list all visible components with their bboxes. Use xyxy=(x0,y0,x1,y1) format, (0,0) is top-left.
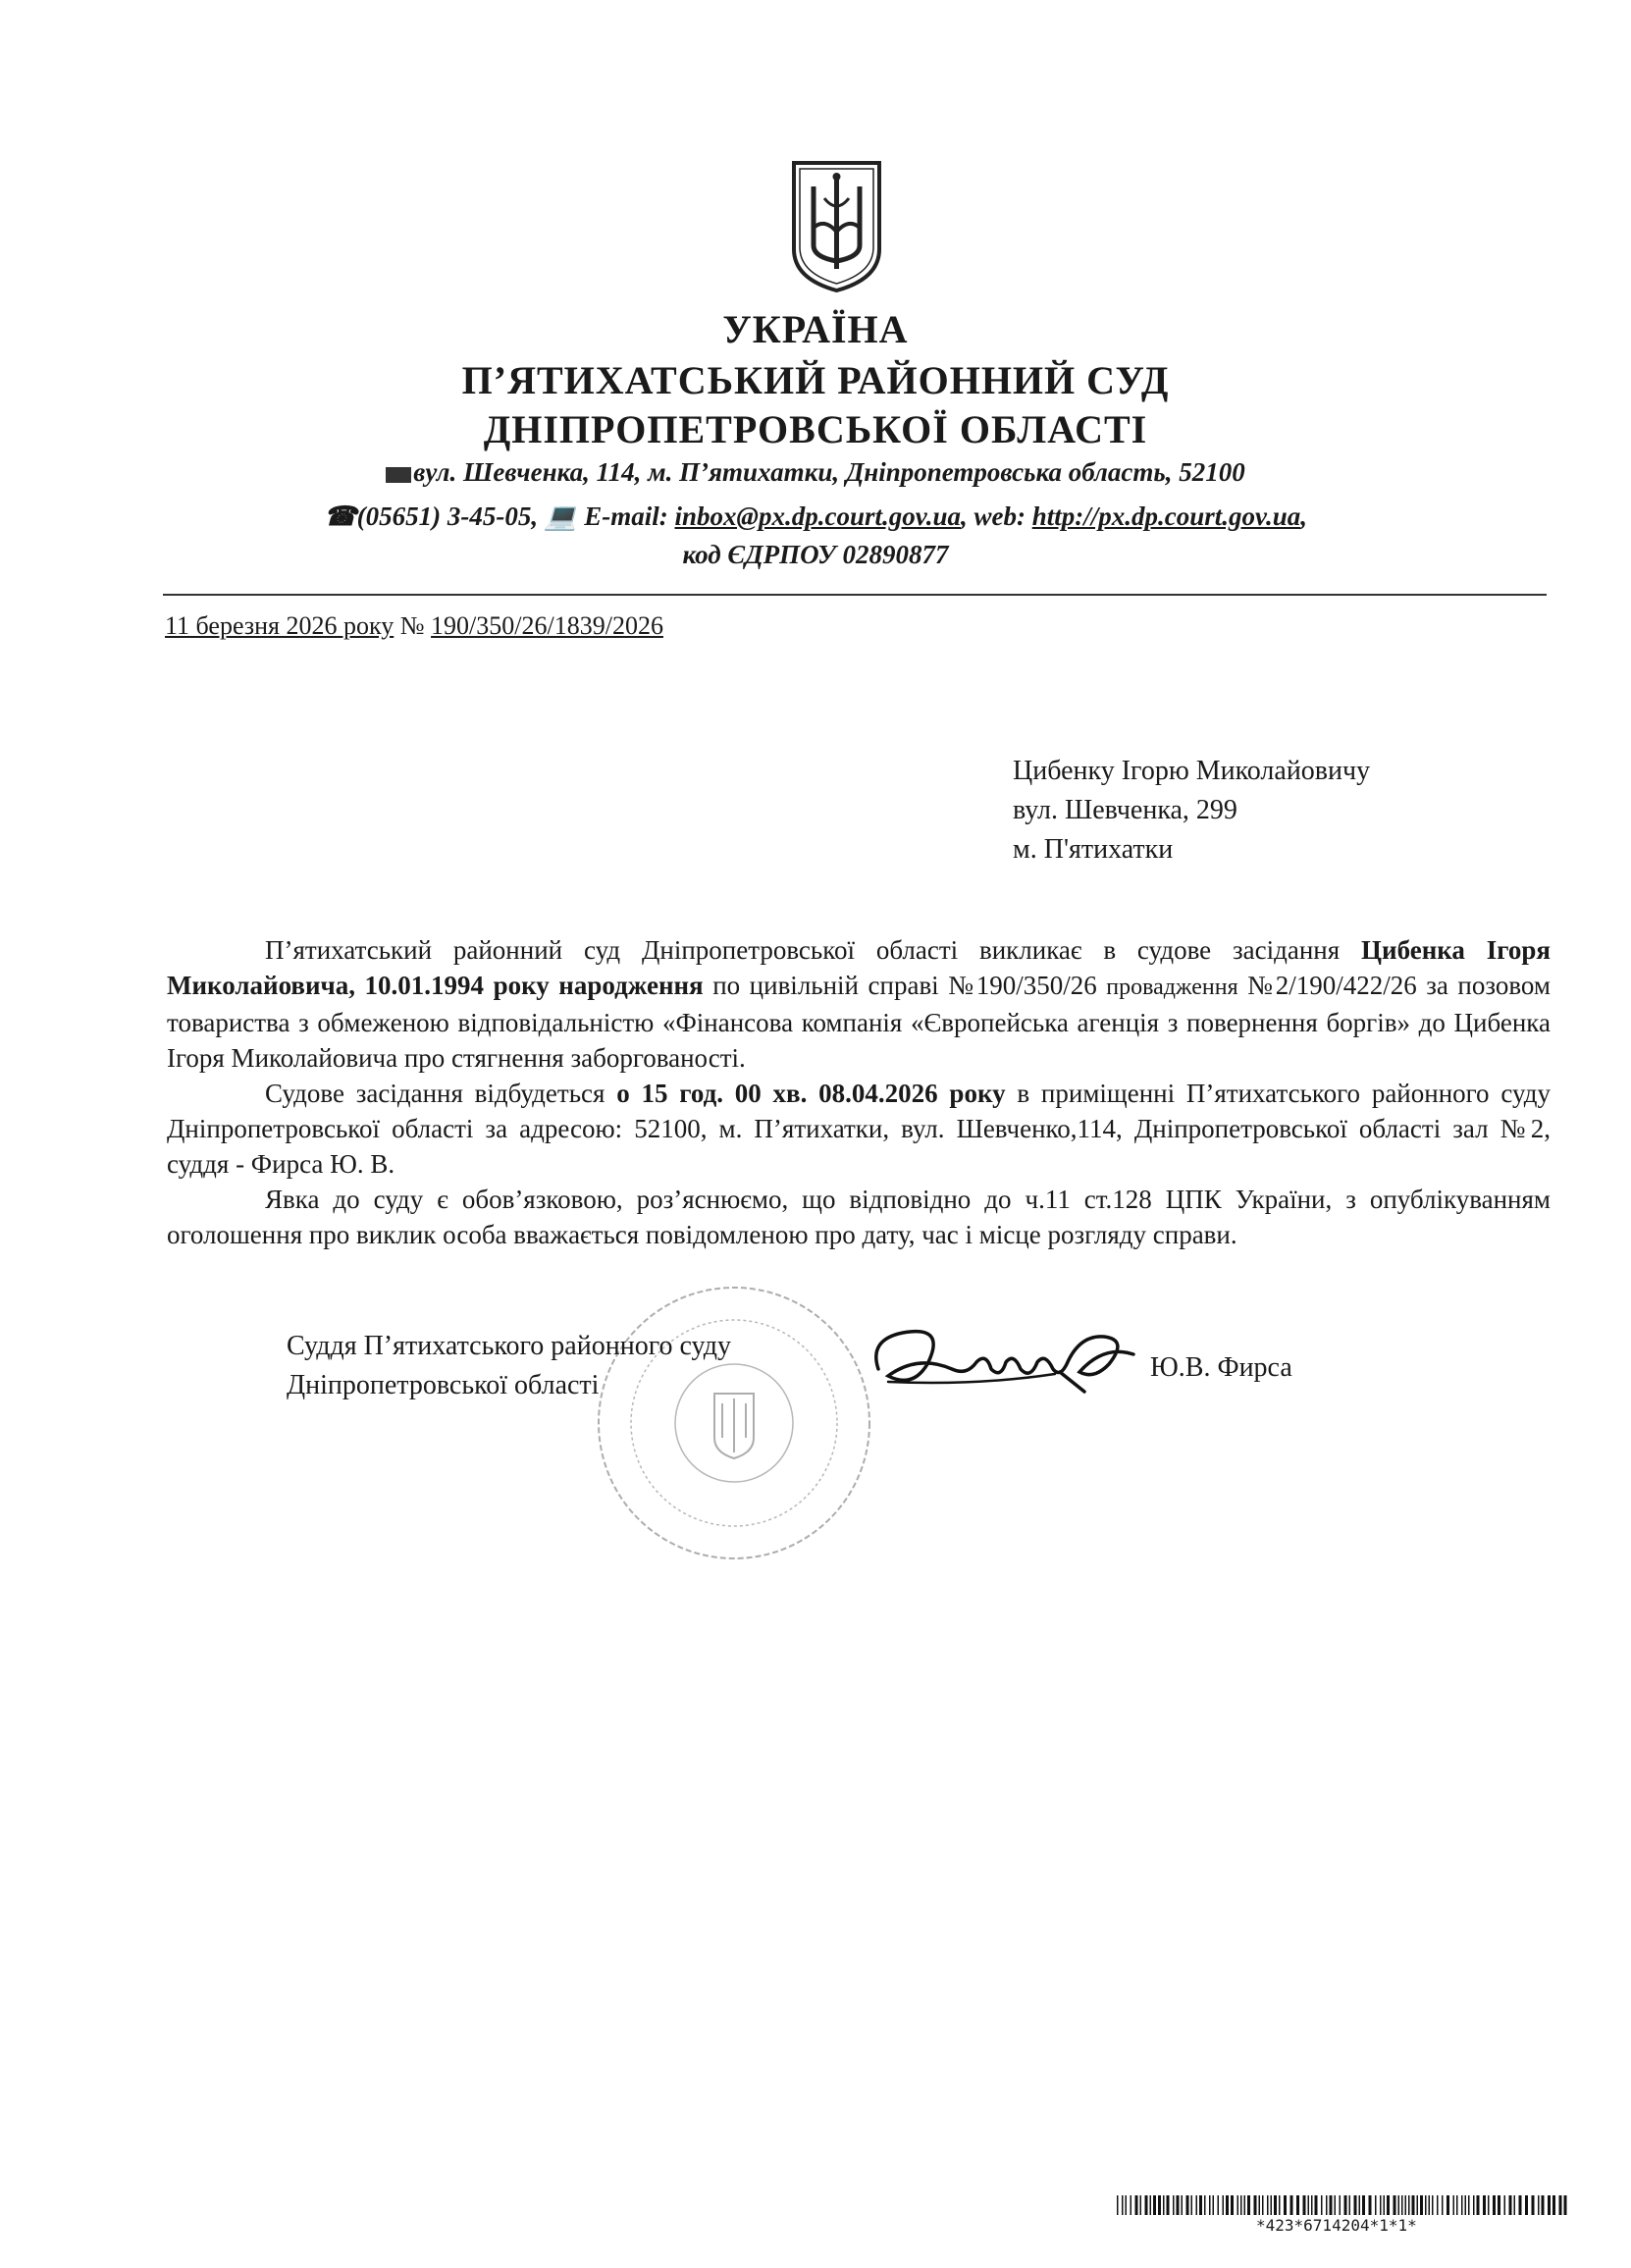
barcode-bar xyxy=(1456,2195,1458,2215)
barcode-text: *423*6714204*1*1* xyxy=(1256,2216,1417,2235)
barcode-bar xyxy=(1267,2195,1269,2215)
barcode-bar xyxy=(1311,2195,1313,2215)
barcode-bar xyxy=(1199,2195,1202,2215)
barcode-bar xyxy=(1315,2195,1318,2215)
barcode-bar xyxy=(1493,2195,1496,2215)
barcode-bar xyxy=(1173,2195,1175,2215)
barcode-bar xyxy=(1408,2195,1410,2215)
barcode-bar xyxy=(1468,2195,1470,2215)
barcode-bar xyxy=(1153,2195,1156,2215)
barcode-bar xyxy=(1398,2195,1400,2215)
barcode-bar xyxy=(1461,2195,1463,2215)
barcode-bar xyxy=(1525,2195,1528,2215)
reference-line xyxy=(165,611,663,641)
barcode-bar xyxy=(1259,2195,1261,2215)
barcode-bar xyxy=(1369,2195,1372,2215)
barcode-bar xyxy=(1223,2195,1225,2215)
barcode-bar xyxy=(1420,2195,1423,2215)
barcode-bar xyxy=(1412,2195,1415,2215)
signatory-title-line1: Суддя П’ятихатського районного суду xyxy=(287,1331,732,1361)
barcode-bar xyxy=(1447,2195,1449,2215)
barcode-bar xyxy=(1321,2195,1323,2215)
barcode-bar xyxy=(1247,2195,1250,2215)
barcode-bar xyxy=(1284,2195,1287,2215)
barcode-bar xyxy=(1548,2195,1551,2215)
web-label: web: xyxy=(973,501,1026,531)
barcode-bar xyxy=(1177,2195,1180,2215)
barcode-bar xyxy=(1204,2195,1206,2215)
barcode-bar xyxy=(1488,2195,1490,2215)
computer-icon: 💻 xyxy=(544,501,578,531)
barcode-bar xyxy=(1131,2195,1132,2215)
barcode-bar xyxy=(1271,2195,1273,2215)
summoned-person: Цибенка Ігоря Миколайовича, 10.01.1994 року народження xyxy=(167,935,1551,1000)
barcode-bar xyxy=(1417,2195,1419,2215)
summons-intro: П’ятихатський районний суд Дніпропетровської області викликає в судове засідання xyxy=(265,935,1362,965)
barcode-bar xyxy=(1504,2195,1506,2215)
barcode-bar xyxy=(1519,2195,1522,2215)
barcode-bar xyxy=(1135,2195,1138,2215)
barcode-bar xyxy=(1387,2195,1390,2215)
header-contact-line: ☎(05651) 3-45-05, 💻 E-mail: inbox@px.dp.court.gov.ua, web: http://px.dp.court.gov.ua, xyxy=(324,501,1307,531)
barcode-bar xyxy=(1140,2195,1142,2215)
barcode-bar xyxy=(1167,2195,1170,2215)
barcode-bar xyxy=(1359,2195,1361,2215)
barcode-bar xyxy=(1349,2195,1351,2215)
barcode-bar xyxy=(1182,2195,1184,2215)
header-region: ДНІПРОПЕТРОВСЬКОЇ ОБЛАСТІ xyxy=(483,407,1148,451)
reference-number: 190/350/26/1839/2026 xyxy=(431,611,663,640)
header-court-name: П’ЯТИХАТСЬКИЙ РАЙОННИЙ СУД xyxy=(461,358,1170,402)
barcode-bar xyxy=(1274,2195,1277,2215)
document-barcode xyxy=(1117,2195,1568,2215)
barcode-bar xyxy=(1340,2195,1342,2215)
barcode-bar xyxy=(1532,2195,1535,2215)
barcode-bar xyxy=(1237,2195,1239,2215)
edrpou-code: код ЄДРПОУ 02890877 xyxy=(682,540,949,569)
barcode-bar xyxy=(1290,2195,1293,2215)
barcode-bar xyxy=(1552,2195,1555,2215)
barcode-bar xyxy=(1542,2195,1545,2215)
reference-date: 11 березня 2026 року xyxy=(165,611,395,640)
barcode-bar xyxy=(1437,2195,1439,2215)
signatory-title-line2: Дніпропетровської області xyxy=(287,1370,600,1400)
signatory-title xyxy=(287,1327,731,1405)
barcode-bar xyxy=(1196,2195,1198,2215)
hearing-intro: Судове засідання відбудеться xyxy=(265,1079,617,1108)
paragraph-hearing xyxy=(167,1076,1551,1182)
recipient-name: Цибенку Ігорю Миколайовичу xyxy=(1013,756,1371,786)
barcode-bar xyxy=(1429,2195,1431,2215)
barcode-bar xyxy=(1394,2195,1396,2215)
barcode-bar xyxy=(1453,2195,1455,2215)
court-address: вул. Шевченка, 114, м. П’ятихатки, Дніпропетровська область, 52100 xyxy=(413,457,1245,487)
barcode-bar xyxy=(1362,2195,1365,2215)
barcode-bar xyxy=(1509,2195,1512,2215)
email-link[interactable]: inbox@px.dp.court.gov.ua xyxy=(674,501,961,531)
barcode-bar xyxy=(1145,2195,1148,2215)
barcode-bar xyxy=(1213,2195,1215,2215)
recipient-city: м. П'ятихатки xyxy=(1013,834,1174,865)
barcode-bar xyxy=(1401,2195,1403,2215)
barcode-bar xyxy=(1117,2195,1119,2215)
barcode-bar xyxy=(1380,2195,1382,2215)
barcode-bar xyxy=(1465,2195,1467,2215)
header-address-line xyxy=(0,457,1631,488)
barcode-bar xyxy=(1150,2195,1152,2215)
barcode-bar xyxy=(1262,2195,1264,2215)
email-label: E-mail: xyxy=(584,501,668,531)
barcode-bar xyxy=(1218,2195,1220,2215)
phone-icon: ☎ xyxy=(324,501,357,531)
barcode-bar xyxy=(1375,2195,1377,2215)
barcode-bar xyxy=(1559,2195,1562,2215)
hearing-location: в приміщенні П’ятихатського районного суду Дніпропетровської області за адресою: 52100, м. П’ятихатки, вул. Шевченко,114, Дніпропетровської області зал №2, суддя - Фирса Ю. В. xyxy=(167,1079,1551,1179)
barcode-bar xyxy=(1477,2195,1480,2215)
barcode-bar xyxy=(1335,2195,1337,2215)
header-country: УКРАЇНА xyxy=(722,307,909,351)
court-seal-stamp xyxy=(587,1276,881,1570)
barcode-bar xyxy=(1425,2195,1427,2215)
barcode-bar xyxy=(1186,2195,1189,2215)
summons-details: №2/190/422/26 за позовом товариства з обмеженою відповідальністю «Фінансова компанія «Європейська агенція з повернення боргів» до Цибенка Ігоря Миколайовича про стягнення заборгованості. xyxy=(167,971,1551,1073)
barcode-bar xyxy=(1432,2195,1434,2215)
barcode-bar xyxy=(1538,2195,1540,2215)
hearing-time: о 15 год. 00 хв. 08.04.2026 року xyxy=(616,1079,1006,1108)
barcode-bar xyxy=(1354,2195,1357,2215)
barcode-bar xyxy=(1564,2195,1567,2215)
barcode-bar xyxy=(1442,2195,1444,2215)
barcode-bar xyxy=(1163,2195,1165,2215)
barcode-bar xyxy=(1231,2195,1234,2215)
barcode-bar xyxy=(1296,2195,1299,2215)
mail-icon xyxy=(386,467,411,483)
barcode-bar xyxy=(1483,2195,1486,2215)
barcode-bar xyxy=(1344,2195,1347,2215)
barcode-bar xyxy=(1326,2195,1328,2215)
paragraph-summons xyxy=(167,932,1551,1076)
header-divider xyxy=(163,594,1547,596)
barcode-bar xyxy=(1330,2195,1333,2215)
barcode-bar xyxy=(1405,2195,1407,2215)
barcode-bar xyxy=(1226,2195,1229,2215)
court-phone: (05651) 3-45-05, xyxy=(356,501,539,531)
barcode-bar xyxy=(1126,2195,1128,2215)
barcode-bar xyxy=(1303,2195,1306,2215)
barcode-bar xyxy=(1191,2195,1193,2215)
proceeding-word: провадження xyxy=(1106,975,1238,1000)
recipient-street: вул. Шевченка, 299 xyxy=(1013,795,1237,825)
barcode-bar xyxy=(1240,2195,1242,2215)
barcode-bar xyxy=(1122,2195,1124,2215)
barcode-bar xyxy=(1473,2195,1475,2215)
web-link[interactable]: http://px.dp.court.gov.ua xyxy=(1031,501,1301,531)
barcode-bar xyxy=(1498,2195,1500,2215)
coat-of-arms-icon xyxy=(790,159,883,294)
signatory-name: Ю.В. Фирса xyxy=(1150,1352,1292,1383)
barcode-bar xyxy=(1254,2195,1257,2215)
barcode-bar xyxy=(1514,2195,1516,2215)
paragraph-attendance: Явка до суду є обов’язковою, роз’яснюємо, що відповідно до ч.11 ст.128 ЦПК України, з опублікуванням оголошення про виклик особа вважається повідомленою про дату, час і місце розгляду справи. xyxy=(167,1185,1551,1249)
barcode-bar xyxy=(1384,2195,1386,2215)
summons-text xyxy=(167,932,1551,1252)
barcode-bar xyxy=(1279,2195,1281,2215)
barcode-bar xyxy=(1209,2195,1211,2215)
barcode-bar xyxy=(1158,2195,1161,2215)
case-number: по цивільній справі №190/350/26 xyxy=(703,971,1107,1000)
handwritten-signature xyxy=(859,1315,1153,1403)
reference-number-sign: № xyxy=(399,611,425,640)
barcode-bar xyxy=(1244,2195,1246,2215)
barcode-bar xyxy=(1308,2195,1310,2215)
